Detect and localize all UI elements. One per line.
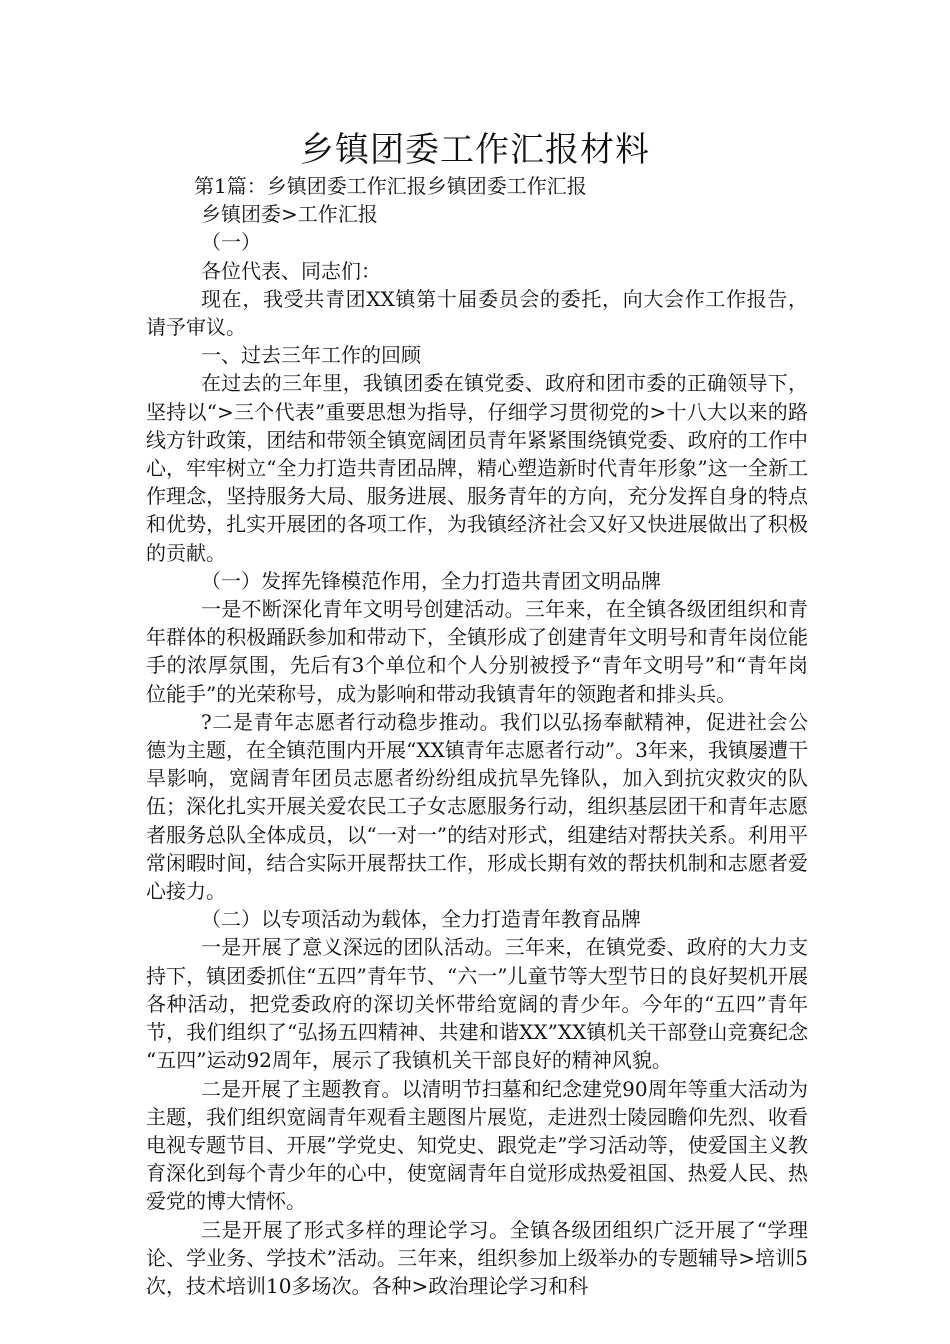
body-paragraph: ?二是青年志愿者行动稳步推动。我们以弘扬奉献精神，促进社会公德为主题，在全镇范围内开展“XX镇青年志愿者行动”。3年来，我镇屡遭干旱影响，宽阔青年团员志愿者纷纷组成抗旱先锋队，加入到抗灾救灾的队伍；深化扎实开展关爱农民工子女志愿服务行动，组织基层团干和青年志愿者服务总队全体成员，以“一对一”的结对形式，组建结对帮扶关系。利用平常闲暇时间，结合实际开展帮扶工作，形成长期有效的帮扶机制和志愿者爱心接力。 (146, 709, 808, 904)
body-paragraph: 一是不断深化青年文明号创建活动。三年来，在全镇各级团组织和青年群体的积极踊跃参加和带动下，全镇形成了创建青年文明号和青年岗位能手的浓厚氛围，先后有3个单位和个人分别被授予“青年文明号”和“青年岗位能手”的光荣称号，成为影响和带动我镇青年的领跑者和排头兵。 (146, 597, 808, 706)
document-body (146, 172, 808, 1300)
body-paragraph: 一、过去三年工作的回顾 (201, 343, 421, 368)
body-paragraph: 三是开展了形式多样的理论学习。全镇各级团组织广泛开展了“学理论、学业务、学技术”活动。三年来，组织参加上级举办的专题辅导>培训5次，技术培训10多场次。各种>政治理论学习和科 (146, 1217, 808, 1298)
body-paragraph: （二）以专项活动为载体，全力打造青年教育品牌 (201, 907, 641, 932)
body-paragraph: 一是开展了意义深远的团队活动。三年来，在镇党委、政府的大力支持下，镇团委抓住“五四”青年节、“六一”儿童节等大型节日的良好契机开展各种活动，把党委政府的深切关怀带给宽阔的青少年。今年的“五四”青年节，我们组织了“弘扬五四精神、共建和谐XX”XX镇机关干部登山竞赛纪念 “五四”运动92周年，展示了我镇机关干部良好的精神风貌。 (146, 935, 808, 1073)
body-paragraph: 第1篇：乡镇团委工作汇报乡镇团委工作汇报 (194, 174, 587, 198)
body-paragraph: 在过去的三年里，我镇团委在镇党委、政府和团市委的正确领导下，坚持以“>三个代表”重要思想为指导，仔细学习贯彻党的>十八大以来的路线方针政策，团结和带领全镇宽阔团员青年紧紧围绕镇党委、政府的工作中心，牢牢树立“全力打造共青团品牌，精心塑造新时代青年形象”这一全新工作理念，坚持服务大局、服务进展、服务青年的方向，充分发挥自身的特点和优势，扎实开展团的各项工作，为我镇经济社会又好又快进展做出了积极的贡献。 (146, 371, 808, 565)
body-paragraph: （一）发挥先锋模范作用，全力打造共青团文明品牌 (201, 568, 661, 593)
body-paragraph: 乡镇团委>工作汇报 (201, 202, 378, 227)
body-paragraph: 二是开展了主题教育。以清明节扫墓和纪念建党90周年等重大活动为主题，我们组织宽阔青年观看主题图片展览，走进烈士陵园瞻仰先烈、收看电视专题节目、开展”学党史、知党史、跟党走”学习活动等，使爱国主义教育深化到每个青少年的心中，使宽阔青年自觉形成热爱祖国、热爱人民、热爱党的博大情怀。 (146, 1076, 808, 1214)
body-paragraph: 现在，我受共青团XX镇第十届委员会的委托，向大会作工作报告，请予审议。 (146, 286, 808, 340)
body-paragraph: （一） (201, 230, 261, 255)
document-title: 乡镇团委工作汇报材料 (300, 130, 650, 170)
body-paragraph: 各位代表、同志们： (201, 258, 381, 283)
